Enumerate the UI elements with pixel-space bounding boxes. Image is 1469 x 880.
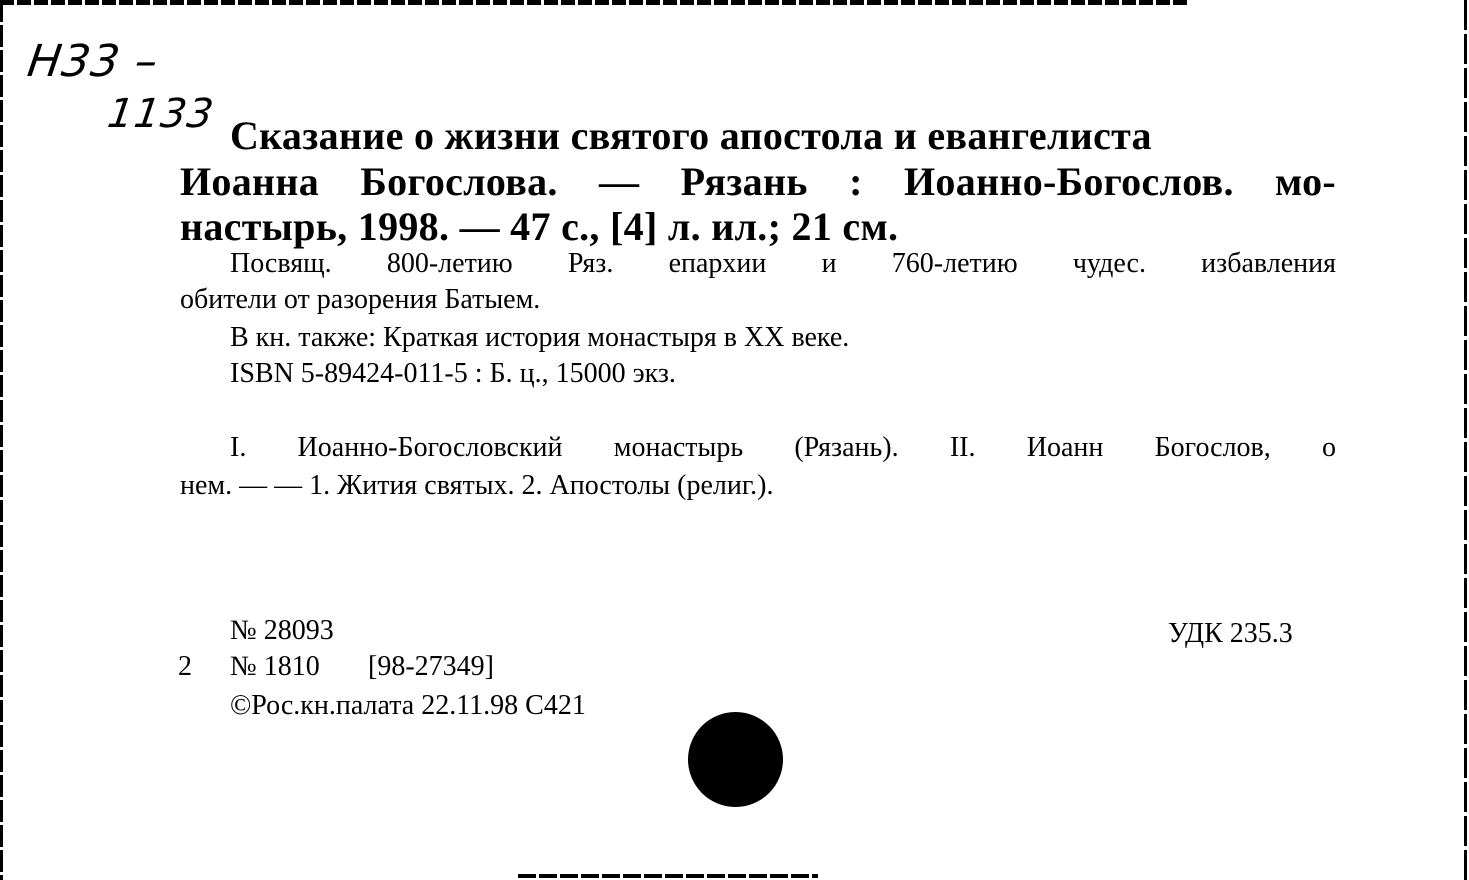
card-border-left	[0, 0, 3, 880]
record-code: [98-27349]	[368, 651, 494, 682]
also-in-book-note: В кн. также: Краткая история монастыря в XX веке.	[230, 322, 850, 353]
punch-hole	[688, 712, 783, 807]
title-line-2: Иоанна Богослова. — Рязань : Иоанно-Богослов. мо-	[180, 159, 1336, 204]
card-border-right	[1464, 0, 1467, 880]
dedication-line-1: Посвящ. 800-летию Ряз. епархии и 760-летию чудес. избавления	[230, 248, 1336, 279]
book-chamber-stamp: ©Рос.кн.палата 22.11.98 С421	[230, 690, 586, 721]
title-line-1	[230, 112, 1336, 159]
isbn-line: ISBN 5-89424-011-5 : Б. ц., 15000 экз.	[230, 358, 676, 389]
handwritten-shelfmark-line2: 1133	[104, 91, 218, 137]
card-border-top	[0, 0, 1190, 5]
copy-count: 2	[178, 651, 192, 682]
title-line-3: настырь, 1998. — 47 с., [4] л. ил.; 21 см.	[180, 204, 899, 249]
handwritten-shelfmark-line1: Н33 –	[24, 36, 162, 87]
dedication-line-2: обители от разорения Батыем.	[180, 284, 541, 315]
subjects-line-1: I. Иоанно-Богословский монастырь (Рязань). II. Иоанн Богослов, о	[230, 432, 1336, 463]
card-border-bottom	[518, 874, 818, 878]
udc-code: УДК 235.3	[1168, 618, 1293, 649]
record-number: № 1810	[230, 651, 320, 682]
subjects-line-2: нем. — — 1. Жития святых. 2. Апостолы (религ.).	[180, 470, 774, 501]
title-text-1: Сказание о жизни святого апостола и евангелиста	[230, 113, 1152, 158]
card-number: № 28093	[230, 615, 334, 646]
